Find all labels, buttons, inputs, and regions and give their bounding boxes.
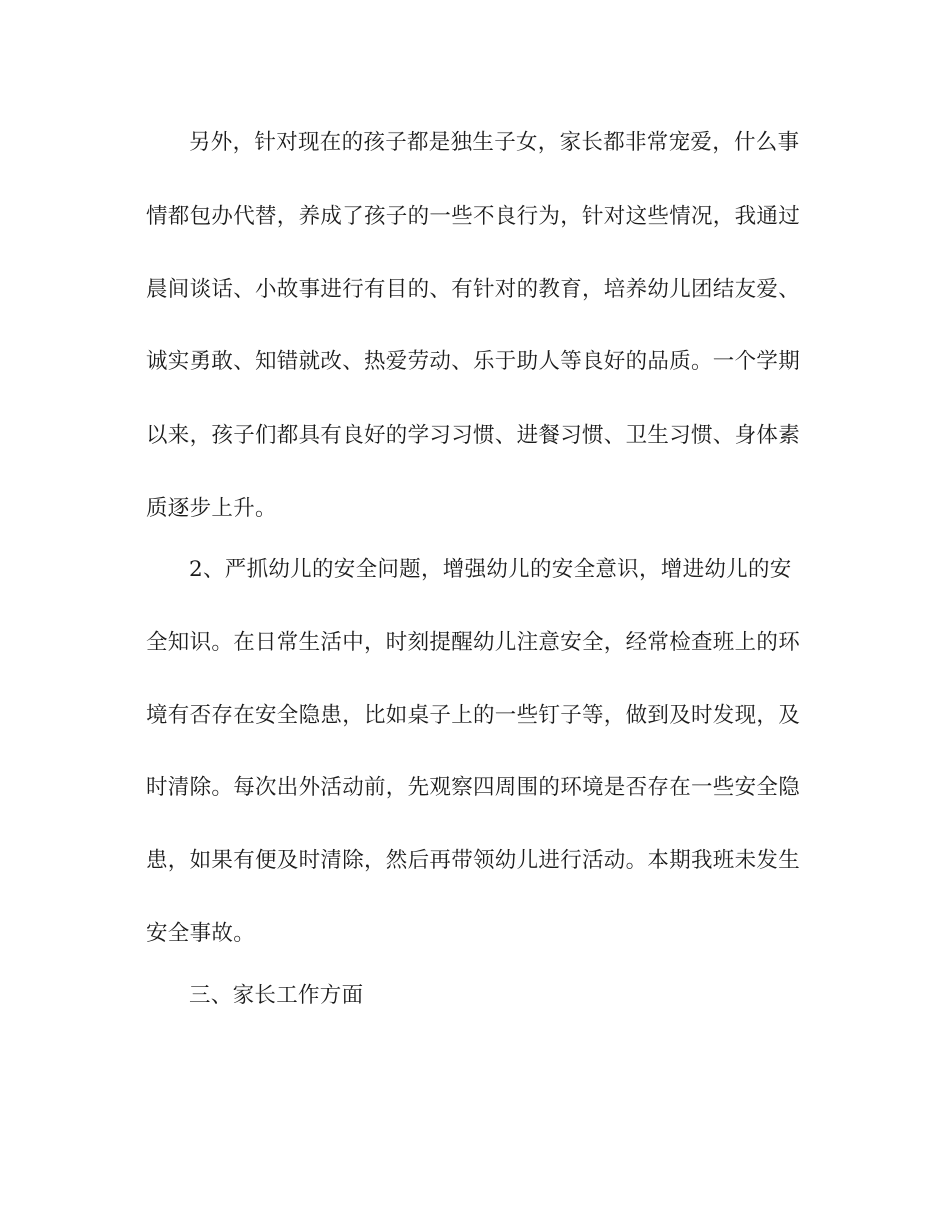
paragraph-line: 诚实勇敢、知错就改、热爱劳动、乐于助人等良好的品质。一个学期 [146, 349, 801, 374]
paragraph-line: 安全事故。 [146, 921, 256, 946]
section-heading: 三、家长工作方面 [189, 983, 364, 1008]
paragraph-line: 质逐步上升。 [146, 496, 277, 521]
paragraph-line: 情都包办代替，养成了孩子的一些不良行为，针对这些情况，我通过 [146, 204, 801, 229]
paragraph-line: 以来，孩子们都具有良好的学习习惯、进餐习惯、卫生习惯、身体素 [146, 423, 801, 448]
paragraph-line: 晨间谈话、小故事进行有目的、有针对的教育，培养幼儿团结友爱、 [146, 277, 801, 302]
paragraph-line: 患，如果有便及时清除，然后再带领幼儿进行活动。本期我班未发生 [146, 848, 801, 873]
paragraph-line: 时清除。每次出外活动前，先观察四周围的环境是否存在一些安全隐 [146, 775, 801, 800]
paragraph-line: 2、严抓幼儿的安全问题，增强幼儿的安全意识，增进幼儿的安 [189, 557, 792, 582]
paragraph-line: 境有否存在安全隐患，比如桌子上的一些钉子等，做到及时发现，及 [146, 703, 801, 728]
paragraph-line: 另外，针对现在的孩子都是独生子女，家长都非常宠爱，什么事 [189, 130, 800, 155]
paragraph-line: 全知识。在日常生活中，时刻提醒幼儿注意安全，经常检查班上的环 [146, 630, 801, 655]
